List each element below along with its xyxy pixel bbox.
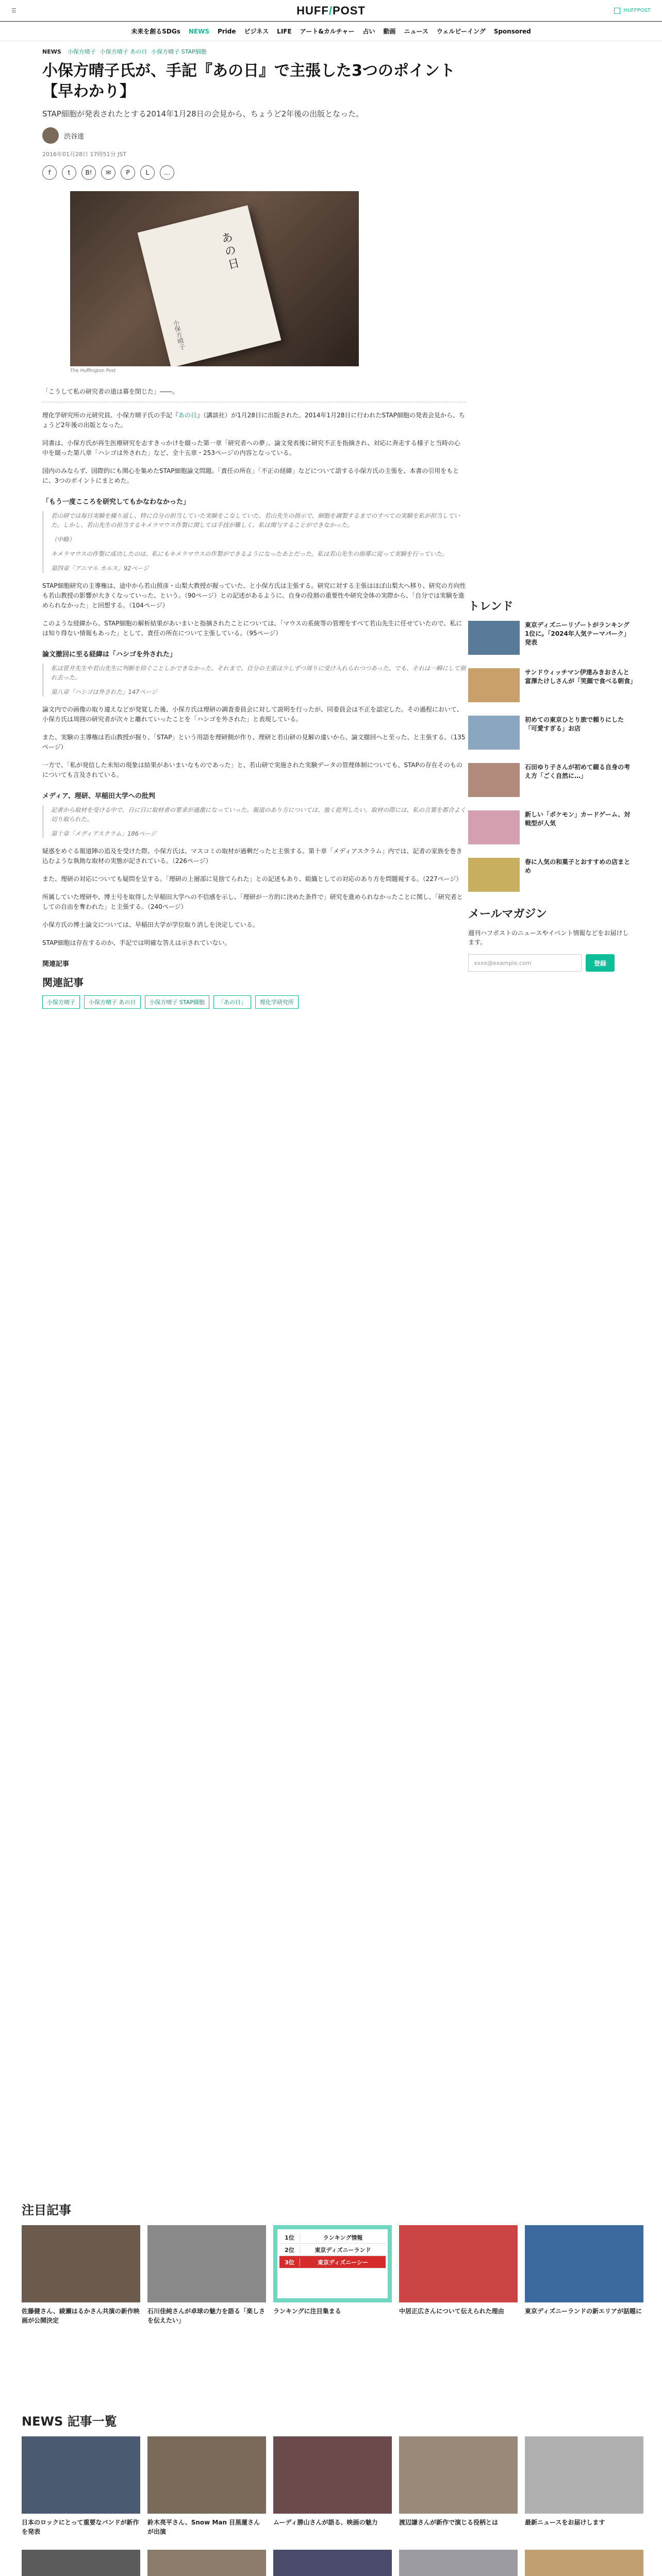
trend-title[interactable]: 石田ゆり子さんが初めて綴る自身の考え方「ごく自然に…」 [525, 764, 631, 779]
quote: 私は笹井先生や若山先生に判断を仰ぐことしかできなかった。それまで、自分の主張は少しずつ周りに受け入れられつつあった。でも、それは一瞬にして崩れ去った。 第八章「ハシゴは外された」147ページ [42, 664, 466, 697]
email-field[interactable]: xxxx@example.com [468, 954, 582, 972]
share-button[interactable]: ✉ [101, 165, 115, 180]
ranking-row [279, 2256, 386, 2268]
nav-item[interactable]: NEWS [188, 27, 209, 35]
author[interactable] [42, 127, 466, 144]
news-list-section [22, 2411, 640, 2576]
rank-number: 3位 [279, 2258, 300, 2266]
share-button[interactable]: … [160, 165, 174, 180]
news-title[interactable]: 最新ニュースをお届けします [525, 2519, 605, 2526]
share-bar [42, 165, 466, 180]
featured-title[interactable]: ランキングに注目集まる [273, 2308, 341, 2315]
paragraph: 小保方氏の博士論文については、早稲田大学が学位取り消しを決定している。 [42, 921, 259, 928]
news-card[interactable] [399, 2550, 518, 2576]
nav-item[interactable]: 占い [362, 28, 375, 35]
trend-thumbnail [468, 763, 520, 797]
featured-image [147, 2225, 266, 2302]
trend-item[interactable] [468, 621, 633, 655]
paragraph: STAP細胞は存在するのか、手記では明確な答えは示されていない。 [42, 939, 231, 946]
paragraph: また、実験の主導権は若山教授が握り、「STAP」という用語を理研側が作り、理研と若山研の見解の違いから、論文撤回へと至った、と主張する。（135ページ） [42, 734, 466, 751]
news-card[interactable] [22, 2436, 140, 2536]
featured-title[interactable]: 石川佳純さんが卓球の魅力を語る「楽しさを伝えたい」 [147, 2308, 266, 2324]
ranking-row [279, 2244, 386, 2256]
tag-link[interactable]: 小保方晴子 あの日 [100, 48, 147, 55]
book-link[interactable]: あの日 [178, 412, 197, 419]
trend-thumbnail [468, 716, 520, 750]
news-image [147, 2436, 266, 2514]
sidebar [468, 598, 637, 972]
related-heading: 関連記事 [42, 976, 84, 989]
paragraph: 疑惑をめぐる報道陣の追及を受けた際、小保方氏は、マスコミの取材が過剰だったと主張する。第十章「メディアスクラム」内では、記者の家族を巻き込むような執拗な取材の実態が記されている。（226ページ） [42, 848, 462, 865]
section-label[interactable]: NEWS [42, 48, 61, 55]
news-card[interactable] [273, 2550, 392, 2576]
nav-item[interactable]: 動画 [383, 28, 396, 35]
featured-title[interactable]: 中居正広さんについて伝えられた理由 [399, 2308, 504, 2315]
rank-name: ランキング情報 [323, 2234, 363, 2241]
news-image [399, 2436, 518, 2514]
featured-card[interactable] [273, 2225, 392, 2325]
newsletter [468, 905, 633, 972]
right-brand[interactable]: HUFFPOST [623, 8, 651, 13]
trend-list [468, 621, 637, 892]
trend-item[interactable] [468, 763, 633, 797]
news-card[interactable] [147, 2550, 266, 2576]
logo-mark-icon [614, 8, 620, 14]
news-card[interactable] [147, 2436, 266, 2536]
news-title[interactable]: 渡辺謙さんが新作で演じる役柄とは [399, 2519, 499, 2526]
nav-item[interactable]: LIFE [277, 27, 292, 35]
featured-image [22, 2225, 140, 2302]
nav-item[interactable]: 未来を創るSDGs [131, 28, 180, 35]
main-nav [0, 22, 662, 41]
article-body [42, 387, 466, 968]
paragraph: 所属していた理研や、博士号を取得した早稲田大学への不信感を示し、「理研が一方的に決めた条件で」研究を進められなかったことに関し、「研究者としての自由を奪われた」と主張する。（240ページ） [42, 893, 463, 910]
featured-card[interactable] [147, 2225, 266, 2325]
rank-name: 東京ディズニーランド [315, 2246, 371, 2253]
top-bar [0, 0, 662, 22]
featured-heading: 注目記事 [22, 2203, 71, 2217]
rank-number: 1位 [279, 2233, 300, 2242]
featured-image [525, 2225, 643, 2302]
subheading: 「もう一度こころを研究してもかなわなかった」 [42, 498, 190, 506]
book-title: あの日 [218, 230, 241, 273]
newsletter-title: メールマガジン [468, 908, 548, 921]
paragraph: 論文内での画像の取り違えなどが発覚した後、小保方氏は理研の調査委員会に対して説明を行ったが、同委員会は不正を認定した。その過程において、小保方氏は周囲の研究者が次々と離れていったことを「ハシゴを外された」と表現している。 [42, 706, 463, 723]
paragraph: STAP細胞研究の主導権は、途中から若山照彦・山梨大教授が握っていた、と小保方氏は主張する。研究に対する主張はほぼ山梨大へ移り、研究の方向性も若山教授の影響が大きくなっていった、という。（90ページ）との記述があるように、自身の役割の重要性や研究全体の実際から、「自分では実験を進められなかった」と回想する。（104ページ） [42, 582, 466, 609]
news-list-heading: NEWS 記事一覧 [22, 2414, 117, 2429]
share-button[interactable]: B! [81, 165, 96, 180]
related-tag[interactable]: 理化学研究所 [255, 995, 299, 1009]
featured-title[interactable]: 東京ディズニーランドの新エリアが話題に [525, 2308, 642, 2315]
book-cover [138, 205, 282, 366]
trend-thumbnail [468, 621, 520, 655]
share-button[interactable]: f [42, 165, 57, 180]
news-card[interactable] [525, 2436, 643, 2536]
nav-item[interactable]: Pride [217, 27, 236, 35]
tag-link[interactable]: 小保方晴子 STAP細胞 [151, 48, 207, 55]
image-caption: The Huffington Post [70, 368, 116, 374]
featured-section [22, 2200, 640, 2325]
trend-item[interactable] [468, 668, 637, 702]
trend-title[interactable]: 東京ディズニーリゾートがランキング1位に。「2024年人気テーマパーク」発表 [525, 621, 630, 646]
nav-item[interactable]: Sponsored [493, 27, 531, 35]
paragraph: 国内のみならず、国際的にも関心を集めたSTAP細胞論文問題。「責任の所在」「不正の経緯」などについて語する小保方氏の主張を、本書の引用をもとに、3つのポイントにまとめた。 [42, 467, 459, 484]
related-tags [42, 995, 466, 1009]
related-tag[interactable]: 小保方晴子 STAP細胞 [145, 995, 210, 1009]
trend-item[interactable] [468, 810, 633, 844]
paragraph: また、理研の対応についても疑問を呈する。「理研の上層部に見捨てられた」との記述もあり、組織としての対応のあり方を問題視する。（227ページ） [42, 875, 462, 883]
article [42, 41, 466, 1009]
share-button[interactable]: P [121, 165, 135, 180]
news-image [273, 2550, 392, 2576]
news-title[interactable]: 日本のロックにとって重要なバンドが新作を発表 [22, 2519, 139, 2535]
subscribe-button[interactable]: 登録 [586, 954, 615, 972]
news-card[interactable] [273, 2436, 392, 2536]
site-logo[interactable]: HUFF/POST [296, 4, 366, 17]
hero-image [70, 191, 359, 366]
news-title[interactable]: ムーディ勝山さんが語る、映画の魅力 [273, 2519, 378, 2526]
paragraph: このような経緯から、STAP細胞の解析結果があいまいと指摘されたことについては、「マウスの系統等の管理をすべて若山先生に任せていたので、私には知り得ない情報もあった」として、責任の所在について主張している。（95ページ） [42, 620, 462, 637]
page-title: 小保方晴子氏が、手記『あの日』で主張した3つのポイント【早わかり】 [42, 62, 455, 100]
share-button[interactable]: t [62, 165, 76, 180]
subheading: 論文撤回に至る経緯は「ハシゴを外された」 [42, 651, 177, 658]
avatar [42, 127, 59, 144]
top-right [614, 8, 651, 14]
article-lede: STAP細胞が発表されたとする2014年1月28日の会見から、ちょうど2年後の出版となった。 [42, 109, 364, 118]
author-name[interactable]: 渋谷達 [64, 132, 85, 141]
news-image [22, 2436, 140, 2514]
book-author: 小保方晴子 [171, 319, 187, 351]
trend-title[interactable]: 新しい「ポケモン」カードゲーム、対戦型が人気 [525, 811, 631, 827]
featured-card[interactable] [22, 2225, 140, 2325]
trend-thumbnail [468, 810, 520, 844]
trend-thumbnail [468, 668, 520, 702]
trend-thumbnail [468, 858, 520, 892]
news-image [525, 2436, 643, 2514]
rank-name: 東京ディズニーシー [318, 2259, 368, 2266]
paragraph: 同書は、小保方氏が再生医療研究を志すきっかけを綴った第一章「研究者への夢」、論文発表後に研究不正を指摘され、対応に奔走する様子と当時の心中を綴った第八章「ハシゴは外された」など、全十五章・253ページの内容となっている。 [42, 439, 460, 456]
paragraph: 理化学研究所の元研究員、小保方晴子氏の手記『あの日』（講談社）が1月28日に出版された。2014年1月28日に行われたSTAP細胞の発表会見から、ちょうど2年後の出版となった。 [42, 412, 465, 429]
news-card[interactable] [399, 2436, 518, 2536]
newsletter-desc: 週刊ハフポストのニュースやイベント情報などをお届けします。 [468, 929, 629, 946]
featured-title[interactable]: 佐藤健さん、綾瀬はるかさん共演の新作映画が公開決定 [22, 2308, 140, 2324]
featured-card[interactable] [525, 2225, 643, 2325]
dateline: 2016年01月28日 17時51分 JST [42, 151, 126, 158]
paragraph: 「こうして私の研究者の道は幕を閉じた」――。 [42, 387, 466, 402]
ranking-box[interactable] [273, 2225, 392, 2302]
nav-item[interactable]: ウェルビーイング [436, 28, 486, 35]
trend-item[interactable] [468, 716, 633, 750]
news-image [273, 2436, 392, 2514]
menu-icon[interactable]: ☰ [11, 7, 16, 14]
news-image [22, 2550, 140, 2576]
news-image [147, 2550, 266, 2576]
nav-item[interactable]: アート&カルチャー [300, 28, 355, 35]
rank-number: 2位 [279, 2246, 300, 2254]
related-tag[interactable]: 小保方晴子 [42, 995, 80, 1009]
news-title[interactable]: 鈴木亮平さん、Snow Man 目黒蓮さんが出演 [147, 2519, 260, 2535]
news-image [525, 2550, 643, 2576]
quote: 記者から取材を受ける中で、日に日に取材者の要求が過激になっていった。報道のあり方については、強く批判したい。取材の際には、私の言葉を都合よく切り取られた。 第十章「メディアスクラム」186ページ [42, 805, 466, 838]
top-left [11, 7, 16, 14]
news-image [399, 2550, 518, 2576]
trend-item[interactable] [468, 858, 633, 892]
trend-title[interactable]: 初めての東京ひとり旅で頼りにした「可愛すぎる」お店 [525, 716, 624, 732]
paragraph: 一方で、「私が発信した未知の現象は結果があいまいなものであった」と、若山研で実施された実験データの管理体制についても、STAPの存在そのものについても言及されている。 [42, 761, 462, 778]
news-card[interactable] [22, 2550, 140, 2576]
trend-title[interactable]: サンドウィッチマン伊達みきおさんと富澤たけしさんが「笑顔で食べる朝食」 [525, 669, 637, 685]
ranking-row [279, 2231, 386, 2244]
breadcrumb [42, 47, 466, 56]
nav-item[interactable]: ニュース [404, 28, 428, 35]
ad-space [42, 1999, 620, 2143]
featured-image [399, 2225, 518, 2302]
quote: 若山研では毎日実験を繰り返し、特に自分の担当していた実験をこなしていた。若山先生の指示で、細胞を調製するまでのすべての実験を私が担当していた。しかし、若山先生の担当するキメラマウス作製に関しては手技が難しく、私は関与することができなかった。 （中略） キメラマウスの作製に成功したのは、私にもキメラマウスの作製ができるようになったあとだった。私は若山先生の指導に従って実験を行っていた。 第四章「アニマル カルス」92ページ [42, 511, 466, 573]
trend-title[interactable]: 春に人気の和菓子とおすすめの店まとめ [525, 858, 631, 874]
subheading: メディア、理研、早稲田大学への批判 [42, 792, 155, 800]
featured-card[interactable] [399, 2225, 518, 2325]
share-button[interactable]: L [140, 165, 155, 180]
related-tag[interactable]: 小保方晴子 あの日 [84, 995, 141, 1009]
nav-item[interactable]: ビジネス [244, 28, 269, 35]
news-card[interactable] [525, 2550, 643, 2576]
related-tag[interactable]: 「あの日」 [213, 995, 251, 1009]
tag-link[interactable]: 小保方晴子 [67, 48, 96, 55]
subheading: 関連記事 [42, 960, 70, 968]
trend-heading: トレンド [468, 600, 514, 613]
